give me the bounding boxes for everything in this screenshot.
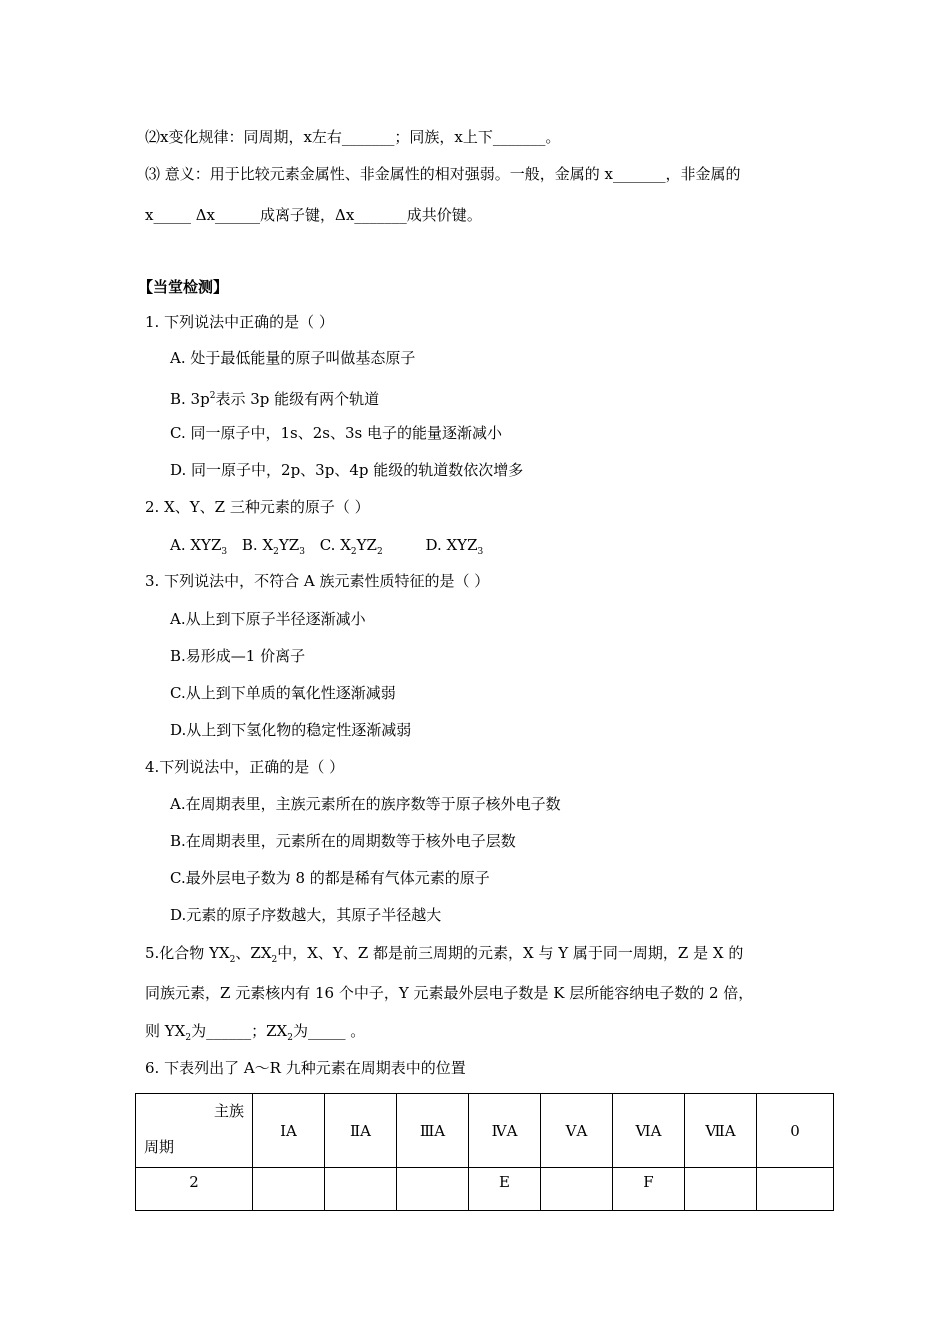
table-cell: E bbox=[469, 1168, 541, 1211]
table-row bbox=[136, 1168, 834, 1211]
q6-stem: 6. 下表列出了 A～R 九种元素在周期表中的位置 bbox=[145, 1059, 466, 1077]
table-cell bbox=[397, 1168, 469, 1211]
q1-option-b bbox=[170, 386, 379, 409]
table-cell bbox=[325, 1168, 397, 1211]
group-header: ⅦA bbox=[685, 1094, 757, 1168]
table-cell bbox=[685, 1168, 757, 1211]
table-header-row bbox=[136, 1094, 834, 1168]
q2-option-c: C. $X_2YZ_2$ bbox=[319, 536, 383, 557]
rule-x-trend: ⑵x变化规律：同周期，x左右_______；同族，x上下_______。 bbox=[145, 128, 561, 146]
q2-option-d: D. $XYZ_3$ bbox=[425, 536, 484, 557]
table-cell bbox=[253, 1168, 325, 1211]
group-header: ⅥA bbox=[613, 1094, 685, 1168]
table-corner-cell bbox=[136, 1094, 253, 1168]
group-header: ⅡA bbox=[325, 1094, 397, 1168]
q4-option-d: D.元素的原子序数越大，其原子半径越大 bbox=[170, 906, 442, 924]
q3-option-d: D.从上到下氢化物的稳定性逐渐减弱 bbox=[170, 721, 412, 739]
q4-option-a: A.在周期表里，主族元素所在的族序数等于原子核外电子数 bbox=[170, 795, 561, 813]
corner-period-label: 周期 bbox=[144, 1138, 175, 1156]
q2-option-a: A. $XYZ_3$ bbox=[170, 536, 228, 557]
q2-option-b: B. $X_2YZ_3$ bbox=[241, 536, 305, 557]
q5-line1: 5.化合物 $YX_2$、$ZX_2$中，X、Y、Z 都是前三周期的元素，X 与 Y 属于同一周期，Z 是 X 的 bbox=[145, 944, 744, 965]
rule-meaning: ⑶ 意义：用于比较元素金属性、非金属性的相对强弱。一般，金属的 x_______，非金属的 bbox=[145, 165, 741, 183]
group-header: 0 bbox=[757, 1094, 834, 1168]
section-title: 【当堂检测】 bbox=[138, 278, 229, 296]
q3-option-a: A.从上到下原子半径逐渐减小 bbox=[170, 610, 366, 628]
q4-stem: 4.下列说法中，正确的是（ ） bbox=[145, 758, 345, 776]
q1-b-pre: B. 3p bbox=[170, 390, 210, 408]
q1-option-c: C. 同一原子中，1s、2s、3s 电子的能量逐渐减小 bbox=[170, 424, 502, 442]
table-cell: F bbox=[613, 1168, 685, 1211]
table-cell bbox=[757, 1168, 834, 1211]
q4-option-b: B.在周期表里，元素所在的周期数等于核外电子层数 bbox=[170, 832, 516, 850]
q1-option-d: D. 同一原子中，2p、3p、4p 能级的轨道数依次增多 bbox=[170, 461, 524, 479]
group-header: ⅣA bbox=[469, 1094, 541, 1168]
corner-group-label: 主族 bbox=[213, 1102, 244, 1120]
group-header: ⅤA bbox=[541, 1094, 613, 1168]
q1-b-sup: 2 bbox=[209, 391, 216, 401]
q2-options bbox=[170, 535, 483, 562]
period-cell: 2 bbox=[136, 1168, 253, 1211]
q1-b-post: 表示 3p 能级有两个轨道 bbox=[215, 390, 380, 408]
table-cell bbox=[541, 1168, 613, 1211]
q5-line3: 则 $YX_2$为______；$ZX_2$为_____ 。 bbox=[145, 1022, 366, 1043]
group-header: ⅢA bbox=[397, 1094, 469, 1168]
q1-stem: 1. 下列说法中正确的是（ ） bbox=[145, 313, 334, 331]
q2-stem: 2. X、Y、Z 三种元素的原子（ ） bbox=[145, 498, 370, 516]
q3-option-b: B.易形成—1 价离子 bbox=[170, 647, 306, 665]
group-header: ⅠA bbox=[253, 1094, 325, 1168]
q5-line2: 同族元素，Z 元素核内有 16 个中子，Y 元素最外层电子数是 K 层所能容纳电子数的 2 倍， bbox=[145, 984, 754, 1002]
q1-option-a: A. 处于最低能量的原子叫做基态原子 bbox=[170, 349, 416, 367]
q3-stem: 3. 下列说法中，不符合 A 族元素性质特征的是（ ） bbox=[145, 572, 490, 590]
periodic-table bbox=[135, 1093, 834, 1211]
rule-meaning-cont: x_____ Δx______成离子键，Δx_______成共价键。 bbox=[145, 206, 482, 224]
q4-option-c: C.最外层电子数为 8 的都是稀有气体元素的原子 bbox=[170, 869, 490, 887]
q3-option-c: C.从上到下单质的氧化性逐渐减弱 bbox=[170, 684, 396, 702]
